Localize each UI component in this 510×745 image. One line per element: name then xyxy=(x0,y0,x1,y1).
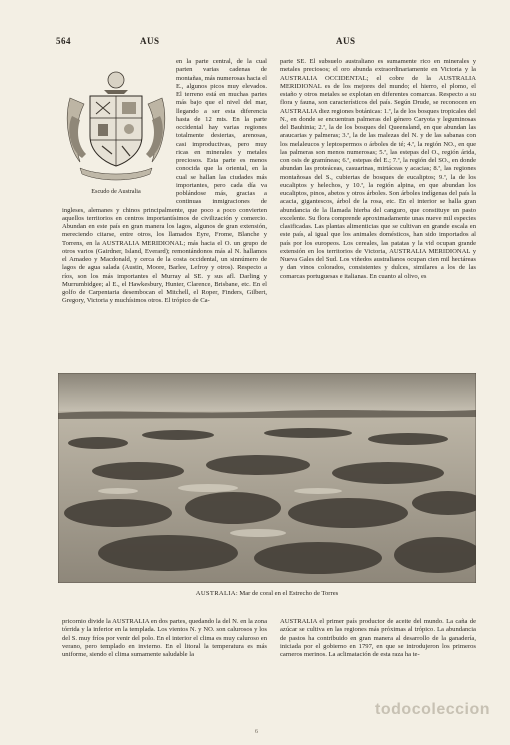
right-column-bottom xyxy=(280,618,476,688)
page-number: 564 xyxy=(56,36,71,46)
photo-caption xyxy=(58,590,476,597)
header-left-word: AUS xyxy=(140,36,160,46)
left-column-top xyxy=(62,58,267,380)
right-column-top xyxy=(280,58,476,380)
bottom-mark: 6 xyxy=(255,729,258,735)
right-column-bottom-text: AUSTRALIA el primer país productor de aceite del mundo. La caña de azúcar se cultiva en las regiones más próximas al trópico. La abundancia de pastos ha contribuido en gran manera al desarrollo de la ganadería, iniciada por el gobierno en 1797, en que se introdujeron los primeros carneros merinos. La aclimatación de esta raza ha te- xyxy=(280,618,476,658)
photo-caption-place: AUSTRALIA xyxy=(195,590,236,597)
coat-of-arms-caption: Escudo de Australia xyxy=(91,188,141,195)
photo-caption-description: : Mar de coral en el Estrecho de Torres xyxy=(235,590,339,597)
running-header xyxy=(56,36,474,48)
left-column-bottom xyxy=(62,618,267,688)
header-right-word: AUS xyxy=(336,36,356,46)
coat-of-arms-figure xyxy=(62,58,170,198)
coat-of-arms-image xyxy=(62,58,170,186)
right-column-top-text: parte SE. El subsuelo australiano es sumamente rico en minerales y metales preciosos; el oro abunda extraordinariamente en Victoria y la AUSTRALIA OCCIDENTAL; el cobre de la AUSTRALIA MERIDIONAL es de los mejores del mundo; el hierro, el plomo, el estaño y otros metales se explotan en diferentes comarcas. Respecto a su flora y fauna, son característicos del país. Según Drude, se reconocen en AUSTRALIA diez regiones botánicas: 1.ª, la de los bosques tropicales del N., en donde se encuentran palmeras del género Caryota y leguminosas del Bauhinia; 2.ª, la de los bosques del Queensland, en que abundan las araucarias y palmeras; 3.ª, la de las malezas del N. y de las sabanas con los melaleucos y leptospermos o árboles de té; 4.ª, la región NO., en que las palmeras son menos numerosas; 5.ª, las estepas del O., región árida, con osis de gramíneas; 6.ª, estepas del E.; 7.ª, la región del SO., en donde abundan las proteáceas, casuarinas, mirtáceas y acacias; 8.ª, las regiones montañosas del S., cubiertas de bosques de eucaliptos; 9.ª, la de los eucaliptos y helechos, y 10.ª, la región alpina, en que abundan los eucaliptos, pinos, abetos y otros árboles. Son árboles indígenas del país la acacia, gigantescos, árbol de la rosa, etc. En el interior se halla gran abundancia de la llamada hierba del canguro, que constituye un pasto excelente. Su flora comprende aproximadamente unas nueve mil especies clasificadas. Las plantas alimenticias que se cultivan en grande escala en este país, al igual que los animales domésticos, han sido importados al país por los europeos. Los cereales, las patatas y la vid ocupan grande extensión en los territorios de Victoria, AUSTRALIA MERIDIONAL y Nueva Gales del Sud. Los viñedos australianos ocupan cien mil hectáreas y dan vinos colorados, consistentes y dulces, similares a los de las comarcas portuguesas e italianas. En cuanto al olivo, es xyxy=(280,58,476,280)
watermark-logo: todocoleccion xyxy=(375,701,490,718)
coral-sea-photo xyxy=(58,373,476,583)
left-column-top-text: en la parte central, de la cual parten varias cadenas de montañas, más numerosas hacia el E., algunos picos muy elevados. El terreno está en muchas partes más bajo que el nivel del mar, llegando a ser esta diferencia hasta de 12 mts. En la parte occidental hay varias regiones totalmente desiertas, arenosas, casi improductivas, pero muy ricas en minerales y metales preciosos. Esta parte es menos conocida que la oriental, en la cual se hallan las ciudades más importantes, pero cada día va poblándose más, gracias a continuas inmigraciones de ingleses, alemanes y chinos principalmente, que poco a poco convierten aquellos territorios en centros importantísimos de civilización y comercio. Abundan en este país en gran manera los lagos, algunos de gran extensión, mereciendo citarse, entre otros, los llamados Eyre, Frome, Blanche y Torrens, en la AUSTRALIA MERIDIONAL; más hacia el O. un grupo de otros varios (Gairdner, Island, Everard); remontándonos más al N. hallamos el Amadeo y Macdonald, y cerca de la costa occidental, un sinnúmero de lagos de agua salada (Austin, Moore, Barlee, Lefroy y otros). Respecto a ríos, son los más importantes el Murray al SE. y sus afl. Darling y Murrumbidgee; al E., el Hawkesbury, Hunter, Clarence, Brisbane, etc. En el golfo de Carpentaria desembocan el Mitchell, el Roper, Finders, Gilbert, Gregory, Victoria y muchísimos otros. El trópico de Ca- xyxy=(62,58,267,305)
left-column-bottom-text: pricornio divide la AUSTRALIA en dos partes, quedando la del N. en la zona tórrida y la inferior en la templada. Los vientos N. y NO. son calurosos y los del S. muy fríos por venir del polo. En el interior el clima es muy caluroso en verano, pero templado en invierno. En el litoral la temperatura es más uniforme, siendo el clima sumamente saludable la xyxy=(62,618,267,658)
